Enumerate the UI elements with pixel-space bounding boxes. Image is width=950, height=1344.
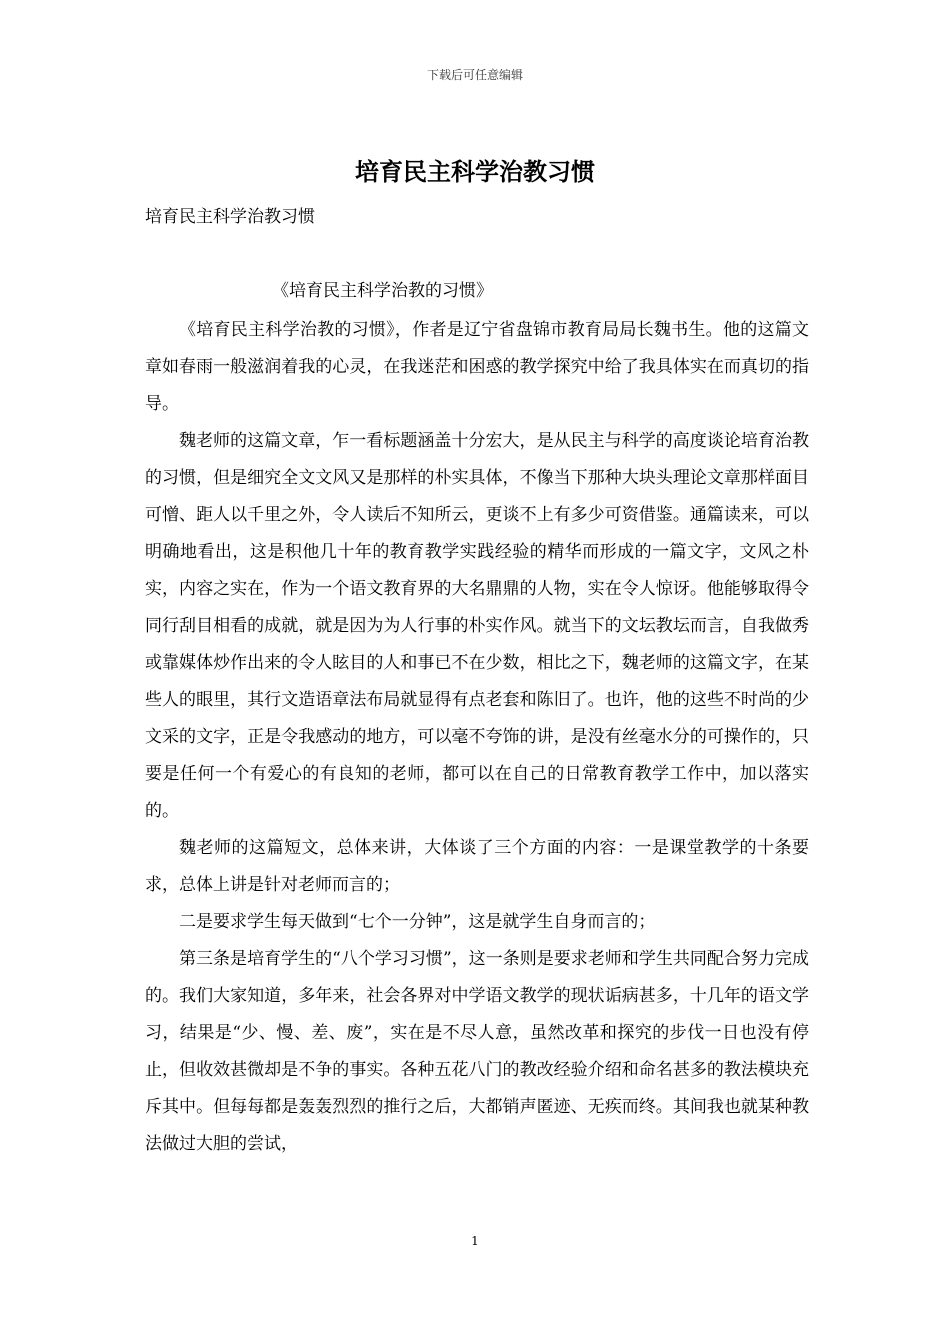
article-title: 《培育民主科学治教的习惯》: [272, 281, 493, 301]
document-title: 培育民主科学治教习惯: [355, 157, 595, 186]
paragraph: 第三条是培育学生的“八个学习习惯”，这一条则是要求老师和学生共同配合努力完成的。我们大家知道，多年来，社会各界对中学语文教学的现状诟病甚多，十几年的语文学习，结果是“少、慢、差、废”，实在是不尽人意，虽然改革和探究的步伐一日也没有停止，但收效甚微却是不争的事实。各种五花八门的教改经验介绍和命名甚多的教法模块充斥其中。但每每都是轰轰烈烈的推行之后，大都销声匿迹、无疾而终。其间我也就某种教法做过大胆的尝试，: [145, 949, 809, 1154]
page-header: 下载后可任意编辑: [426, 68, 523, 82]
paragraph: 《培育民主科学治教的习惯》，作者是辽宁省盘锦市教育局局长魏书生。他的这篇文章如春雨一般滋润着我的心灵，在我迷茫和困惑的教学探究中给了我具体实在而真切的指导。: [145, 320, 809, 414]
paragraph: 二是要求学生每天做到“七个一分钟”，这是就学生自身而言的；: [179, 912, 656, 932]
document-body: [145, 312, 809, 1163]
page-number: 1: [471, 1234, 479, 1248]
paragraph: 魏老师的这篇短文，总体来讲，大体谈了三个方面的内容：一是课堂教学的十条要求，总体上讲是针对老师而言的；: [145, 838, 809, 895]
paragraph: 魏老师的这篇文章，乍一看标题涵盖十分宏大，是从民主与科学的高度谈论培育治教的习惯，但是细究全文文风又是那样的朴实具体，不像当下那种大块头理论文章那样面目可憎、距人以千里之外，令人读后不知所云，更谈不上有多少可资借鉴。通篇读来，可以明确地看出，这是积他几十年的教育教学实践经验的精华而形成的一篇文字，文风之朴实，内容之实在，作为一个语文教育界的大名鼎鼎的人物，实在令人惊讶。他能够取得令同行刮目相看的成就，就是因为为人行事的朴实作风。就当下的文坛教坛而言，自我做秀或靠媒体炒作出来的令人眩目的人和事已不在少数，相比之下，魏老师的这篇文字，在某些人的眼里，其行文造语章法布局就显得有点老套和陈旧了。也许，他的这些不时尚的少文采的文字，正是令我感动的地方，可以毫不夸饰的讲，是没有丝毫水分的可操作的，只要是任何一个有爱心的有良知的老师，都可以在自己的日常教育教学工作中，加以落实的。: [145, 431, 809, 821]
document-subtitle: 培育民主科学治教习惯: [145, 207, 315, 227]
